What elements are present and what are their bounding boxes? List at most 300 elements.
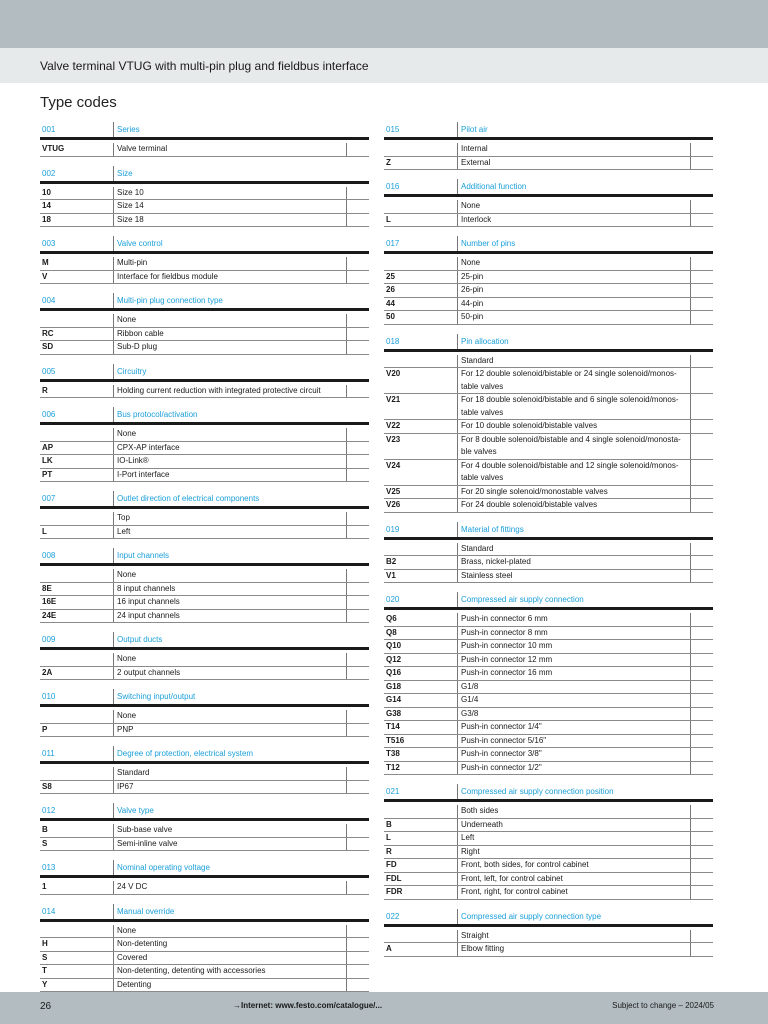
selection-box[interactable]: [690, 627, 713, 640]
option-description: For 8 double solenoid/bistable and 4 single solenoid/monosta-ble valves: [457, 434, 690, 459]
table-row: [384, 805, 713, 819]
table-row: [384, 943, 713, 957]
option-description: Size 18: [113, 214, 346, 227]
option-code: T12: [386, 762, 400, 772]
option-code: L: [42, 526, 47, 536]
group-number: 005: [42, 366, 56, 376]
document-title: Valve terminal VTUG with multi-pin plug and fieldbus interface: [40, 59, 369, 73]
option-description: Push-in connector 10 mm: [457, 640, 690, 653]
selection-box[interactable]: [346, 583, 369, 596]
option-description: Semi-inline valve: [113, 838, 346, 851]
selection-box[interactable]: [346, 938, 369, 951]
group-number: 016: [386, 182, 400, 191]
option-code: FDR: [386, 887, 403, 896]
option-code: 18: [42, 214, 51, 224]
selection-box[interactable]: [690, 762, 713, 775]
option-code: FDL: [386, 873, 402, 883]
selection-box[interactable]: [690, 667, 713, 680]
group-header: [40, 293, 369, 311]
selection-box[interactable]: [690, 832, 713, 845]
group-header: [384, 236, 713, 254]
table-row: [384, 721, 713, 735]
selection-box[interactable]: [690, 681, 713, 694]
group-title: Circuitry: [113, 364, 347, 379]
group-number: 004: [42, 296, 56, 305]
option-code: G18: [386, 681, 402, 691]
group-number: 007: [42, 494, 56, 503]
option-code: V22: [386, 421, 401, 430]
selection-box[interactable]: [346, 710, 369, 723]
option-code: 16E: [42, 597, 57, 606]
selection-box[interactable]: [346, 214, 369, 227]
table-row: [40, 512, 369, 526]
option-description: G3/8: [457, 708, 690, 721]
table-row: [40, 200, 369, 214]
option-code: P: [42, 724, 48, 734]
group-number: 013: [42, 863, 56, 872]
table-row: [40, 469, 369, 483]
table-row: [40, 214, 369, 228]
group-header: [384, 122, 713, 140]
option-description: PNP: [113, 724, 346, 737]
selection-box[interactable]: [690, 708, 713, 721]
group-number: 011: [42, 749, 55, 758]
group-title: Degree of protection, electrical system: [113, 746, 347, 761]
group-header: [40, 746, 369, 764]
table-row: [40, 938, 369, 952]
table-row: [40, 724, 369, 738]
table-row: [384, 460, 713, 486]
selection-box[interactable]: [346, 965, 369, 978]
table-row: [384, 873, 713, 887]
selection-box[interactable]: [346, 200, 369, 213]
selection-box[interactable]: [690, 805, 713, 818]
selection-box[interactable]: [346, 328, 369, 341]
selection-box[interactable]: [346, 952, 369, 965]
selection-box[interactable]: [346, 143, 369, 156]
table-row: [384, 694, 713, 708]
option-description: 24 V DC: [113, 881, 346, 894]
selection-box[interactable]: [690, 543, 713, 556]
group-header: [384, 909, 713, 927]
option-description: None: [113, 314, 346, 327]
type-code-column-right: [384, 122, 713, 966]
option-description: Standard: [457, 355, 690, 368]
option-description: Push-in connector 5/16": [457, 735, 690, 748]
table-row: [40, 271, 369, 285]
group-title: Nominal operating voltage: [113, 860, 347, 875]
option-code: AP: [42, 442, 54, 452]
type-code-group: [40, 746, 369, 794]
group-number: 017: [386, 239, 400, 248]
option-code: 26: [386, 285, 395, 294]
option-code: [40, 925, 113, 938]
table-row: [384, 200, 713, 214]
option-code: Q10: [386, 641, 402, 650]
table-row: [40, 824, 369, 838]
table-row: [40, 526, 369, 540]
option-code: FD: [386, 860, 397, 869]
option-description: Push-in connector 12 mm: [457, 654, 690, 667]
option-code: T: [42, 966, 47, 975]
selection-box[interactable]: [690, 486, 713, 499]
option-description: Both sides: [457, 805, 690, 818]
selection-box[interactable]: [690, 284, 713, 297]
type-code-group: [384, 592, 713, 775]
option-description: Push-in connector 6 mm: [457, 613, 690, 626]
option-code: 8E: [42, 583, 52, 593]
selection-box[interactable]: [690, 654, 713, 667]
selection-box[interactable]: [346, 385, 369, 398]
selection-box[interactable]: [690, 394, 713, 419]
type-code-group: [384, 522, 713, 584]
table-row: [40, 838, 369, 852]
selection-box[interactable]: [346, 781, 369, 794]
type-code-group: [40, 293, 369, 355]
selection-box[interactable]: [690, 368, 713, 393]
option-description: For 20 single solenoid/monostable valves: [457, 486, 690, 499]
option-description: None: [113, 925, 346, 938]
section-title: Type codes: [40, 94, 117, 111]
option-description: None: [457, 200, 690, 213]
table-row: [384, 819, 713, 833]
table-row: [384, 832, 713, 846]
table-row: [384, 298, 713, 312]
option-code: V1: [386, 570, 396, 580]
selection-box[interactable]: [346, 925, 369, 938]
selection-box[interactable]: [346, 767, 369, 780]
option-code: 10: [42, 187, 51, 197]
table-row: [40, 710, 369, 724]
option-description: Push-in connector 16 mm: [457, 667, 690, 680]
group-title: Manual override: [113, 904, 347, 919]
group-number: 015: [386, 125, 400, 134]
option-description: Top: [113, 512, 346, 525]
group-number: 009: [42, 635, 56, 644]
table-row: [40, 341, 369, 355]
table-row: [384, 420, 713, 434]
option-code: [384, 930, 457, 943]
option-description: Push-in connector 1/2": [457, 762, 690, 775]
option-code: S: [42, 952, 48, 962]
group-title: Multi-pin plug connection type: [113, 293, 347, 308]
table-row: [40, 257, 369, 271]
group-title: Outlet direction of electrical components: [113, 491, 347, 506]
selection-box[interactable]: [346, 610, 369, 623]
selection-box[interactable]: [690, 420, 713, 433]
option-description: 44-pin: [457, 298, 690, 311]
table-row: [40, 442, 369, 456]
option-code: G38: [386, 708, 402, 718]
change-note: Subject to change – 2024/05: [612, 1001, 714, 1010]
group-number: 018: [386, 336, 400, 346]
type-code-group: [384, 236, 713, 325]
selection-box[interactable]: [346, 341, 369, 354]
selection-box[interactable]: [690, 735, 713, 748]
table-row: [384, 846, 713, 860]
option-description: None: [113, 569, 346, 582]
selection-box[interactable]: [690, 886, 713, 899]
selection-box[interactable]: [690, 570, 713, 583]
option-description: CPX-AP interface: [113, 442, 346, 455]
selection-box[interactable]: [690, 819, 713, 832]
option-code: V23: [386, 434, 401, 444]
option-code: [384, 543, 457, 556]
type-code-group: [384, 179, 713, 227]
table-row: [384, 859, 713, 873]
group-title: Valve control: [113, 236, 347, 251]
option-code: LK: [42, 456, 53, 465]
option-code: 25: [386, 271, 395, 281]
group-number: 020: [386, 595, 400, 604]
group-header: [40, 904, 369, 922]
option-description: For 10 double solenoid/bistable valves: [457, 420, 690, 433]
catalogue-link[interactable]: →Internet: www.festo.com/catalogue/...: [233, 1001, 383, 1010]
selection-box[interactable]: [690, 721, 713, 734]
selection-box[interactable]: [346, 824, 369, 837]
table-row: [384, 930, 713, 944]
group-number: 012: [42, 806, 56, 815]
option-description: Front, both sides, for control cabinet: [457, 859, 690, 872]
group-number: 010: [42, 692, 56, 701]
group-title: Compressed air supply connection type: [457, 909, 691, 924]
selection-box[interactable]: [690, 355, 713, 368]
option-code: Z: [386, 157, 391, 167]
selection-box[interactable]: [346, 881, 369, 894]
option-description: Left: [457, 832, 690, 845]
group-header: [384, 592, 713, 610]
table-row: [40, 965, 369, 979]
group-number: 019: [386, 524, 400, 534]
option-description: For 4 double solenoid/bistable and 12 single solenoid/monos-table valves: [457, 460, 690, 485]
group-number: 022: [386, 911, 400, 921]
group-title: Switching input/output: [113, 689, 347, 704]
group-header: [384, 334, 713, 352]
table-row: [384, 748, 713, 762]
option-code: SD: [42, 342, 54, 351]
type-code-group: [40, 689, 369, 737]
type-code-group: [384, 334, 713, 513]
option-description: 25-pin: [457, 271, 690, 284]
option-code: [40, 767, 113, 780]
type-code-column-left: [40, 122, 369, 1001]
table-row: [384, 886, 713, 900]
option-code: [40, 710, 113, 723]
selection-box[interactable]: [346, 442, 369, 455]
table-row: [384, 368, 713, 394]
table-row: [40, 314, 369, 328]
selection-box[interactable]: [690, 157, 713, 170]
option-description: None: [113, 710, 346, 723]
selection-box[interactable]: [690, 499, 713, 512]
group-number: 006: [42, 410, 56, 419]
option-description: Holding current reduction with integrated protective circuit: [113, 385, 346, 398]
option-description: Brass, nickel-plated: [457, 556, 690, 569]
table-row: [384, 434, 713, 460]
selection-box[interactable]: [346, 187, 369, 200]
group-header: [40, 407, 369, 425]
option-code: PT: [42, 469, 53, 479]
group-number: 003: [42, 239, 56, 248]
selection-box[interactable]: [346, 512, 369, 525]
option-code: Q12: [386, 654, 402, 664]
type-code-group: [384, 784, 713, 900]
selection-box[interactable]: [346, 314, 369, 327]
selection-box[interactable]: [690, 873, 713, 886]
selection-box[interactable]: [346, 667, 369, 680]
table-row: [384, 311, 713, 325]
type-code-group: [40, 236, 369, 284]
group-header: [40, 491, 369, 509]
option-description: Front, right, for control cabinet: [457, 886, 690, 899]
type-code-group: [40, 860, 369, 895]
type-code-group: [40, 491, 369, 539]
option-description: Push-in connector 1/4": [457, 721, 690, 734]
option-code: R: [42, 385, 48, 395]
option-description: Valve terminal: [113, 143, 346, 156]
option-code: [384, 200, 457, 213]
selection-box[interactable]: [690, 200, 713, 213]
selection-box[interactable]: [346, 257, 369, 270]
table-row: [384, 654, 713, 668]
group-header: [384, 784, 713, 802]
group-header: [40, 860, 369, 878]
option-description: Non-detenting, detenting with accessories: [113, 965, 346, 978]
selection-box[interactable]: [690, 298, 713, 311]
option-description: Push-in connector 8 mm: [457, 627, 690, 640]
selection-box[interactable]: [690, 613, 713, 626]
selection-box[interactable]: [690, 214, 713, 227]
selection-box[interactable]: [690, 859, 713, 872]
selection-box[interactable]: [346, 569, 369, 582]
selection-box[interactable]: [346, 979, 369, 992]
table-row: [384, 214, 713, 228]
selection-box[interactable]: [690, 846, 713, 859]
option-code: [40, 653, 113, 666]
group-title: Valve type: [113, 803, 347, 818]
type-code-group: [40, 548, 369, 623]
table-row: [40, 328, 369, 342]
selection-box[interactable]: [690, 640, 713, 653]
table-row: [384, 499, 713, 513]
group-number: 001: [42, 125, 56, 134]
selection-box[interactable]: [346, 724, 369, 737]
option-code: [384, 143, 457, 156]
table-row: [40, 653, 369, 667]
option-code: H: [42, 939, 48, 948]
option-description: 26-pin: [457, 284, 690, 297]
selection-box[interactable]: [346, 653, 369, 666]
type-code-group: [40, 632, 369, 680]
selection-box[interactable]: [690, 460, 713, 485]
table-row: [40, 143, 369, 157]
group-header: [40, 236, 369, 254]
selection-box[interactable]: [690, 311, 713, 324]
option-code: V25: [386, 486, 401, 496]
selection-box[interactable]: [690, 434, 713, 459]
option-code: L: [386, 214, 391, 224]
option-description: Covered: [113, 952, 346, 965]
option-code: A: [386, 944, 392, 953]
table-row: [384, 143, 713, 157]
table-row: [40, 881, 369, 895]
option-description: Internal: [457, 143, 690, 156]
selection-box[interactable]: [346, 428, 369, 441]
option-description: 8 input channels: [113, 583, 346, 596]
group-number: 021: [386, 787, 400, 796]
selection-box[interactable]: [690, 930, 713, 943]
option-description: Underneath: [457, 819, 690, 832]
option-description: Stainless steel: [457, 570, 690, 583]
option-code: V26: [386, 500, 401, 509]
selection-box[interactable]: [690, 257, 713, 270]
table-row: [40, 385, 369, 399]
table-row: [40, 187, 369, 201]
option-code: B: [42, 825, 48, 834]
selection-box[interactable]: [346, 526, 369, 539]
option-description: Multi-pin: [113, 257, 346, 270]
selection-box[interactable]: [690, 943, 713, 956]
group-header: [384, 179, 713, 197]
option-description: Elbow fitting: [457, 943, 690, 956]
group-title: Size: [113, 166, 347, 181]
type-code-group: [40, 364, 369, 399]
table-row: [384, 486, 713, 500]
option-description: Interface for fieldbus module: [113, 271, 346, 284]
group-title: Bus protocol/activation: [113, 407, 347, 422]
option-description: 24 input channels: [113, 610, 346, 623]
selection-box[interactable]: [690, 748, 713, 761]
option-description: None: [457, 257, 690, 270]
table-row: [384, 543, 713, 557]
option-description: Push-in connector 3/8": [457, 748, 690, 761]
table-row: [40, 925, 369, 939]
selection-box[interactable]: [690, 143, 713, 156]
option-code: Q8: [386, 627, 397, 637]
selection-box[interactable]: [690, 271, 713, 284]
option-description: I-Port interface: [113, 469, 346, 482]
group-header: [40, 122, 369, 140]
option-description: IP67: [113, 781, 346, 794]
table-row: [40, 667, 369, 681]
option-code: [40, 512, 113, 525]
option-description: Non-detenting: [113, 938, 346, 951]
option-code: S8: [42, 781, 52, 791]
option-code: Q16: [386, 668, 402, 677]
option-description: Front, left, for control cabinet: [457, 873, 690, 886]
option-description: Sub-base valve: [113, 824, 346, 837]
option-description: None: [113, 428, 346, 441]
selection-box[interactable]: [346, 271, 369, 284]
option-code: 2A: [42, 667, 53, 677]
group-header: [40, 632, 369, 650]
selection-box[interactable]: [346, 838, 369, 851]
selection-box[interactable]: [346, 469, 369, 482]
type-code-group: [40, 166, 369, 228]
option-description: Right: [457, 846, 690, 859]
group-title: Compressed air supply connection position: [457, 784, 691, 799]
selection-box[interactable]: [346, 596, 369, 609]
option-description: 2 output channels: [113, 667, 346, 680]
option-description: Size 10: [113, 187, 346, 200]
table-row: [40, 596, 369, 610]
group-title: Output ducts: [113, 632, 347, 647]
table-row: [384, 271, 713, 285]
selection-box[interactable]: [690, 694, 713, 707]
selection-box[interactable]: [690, 556, 713, 569]
table-row: [40, 569, 369, 583]
selection-box[interactable]: [346, 455, 369, 468]
